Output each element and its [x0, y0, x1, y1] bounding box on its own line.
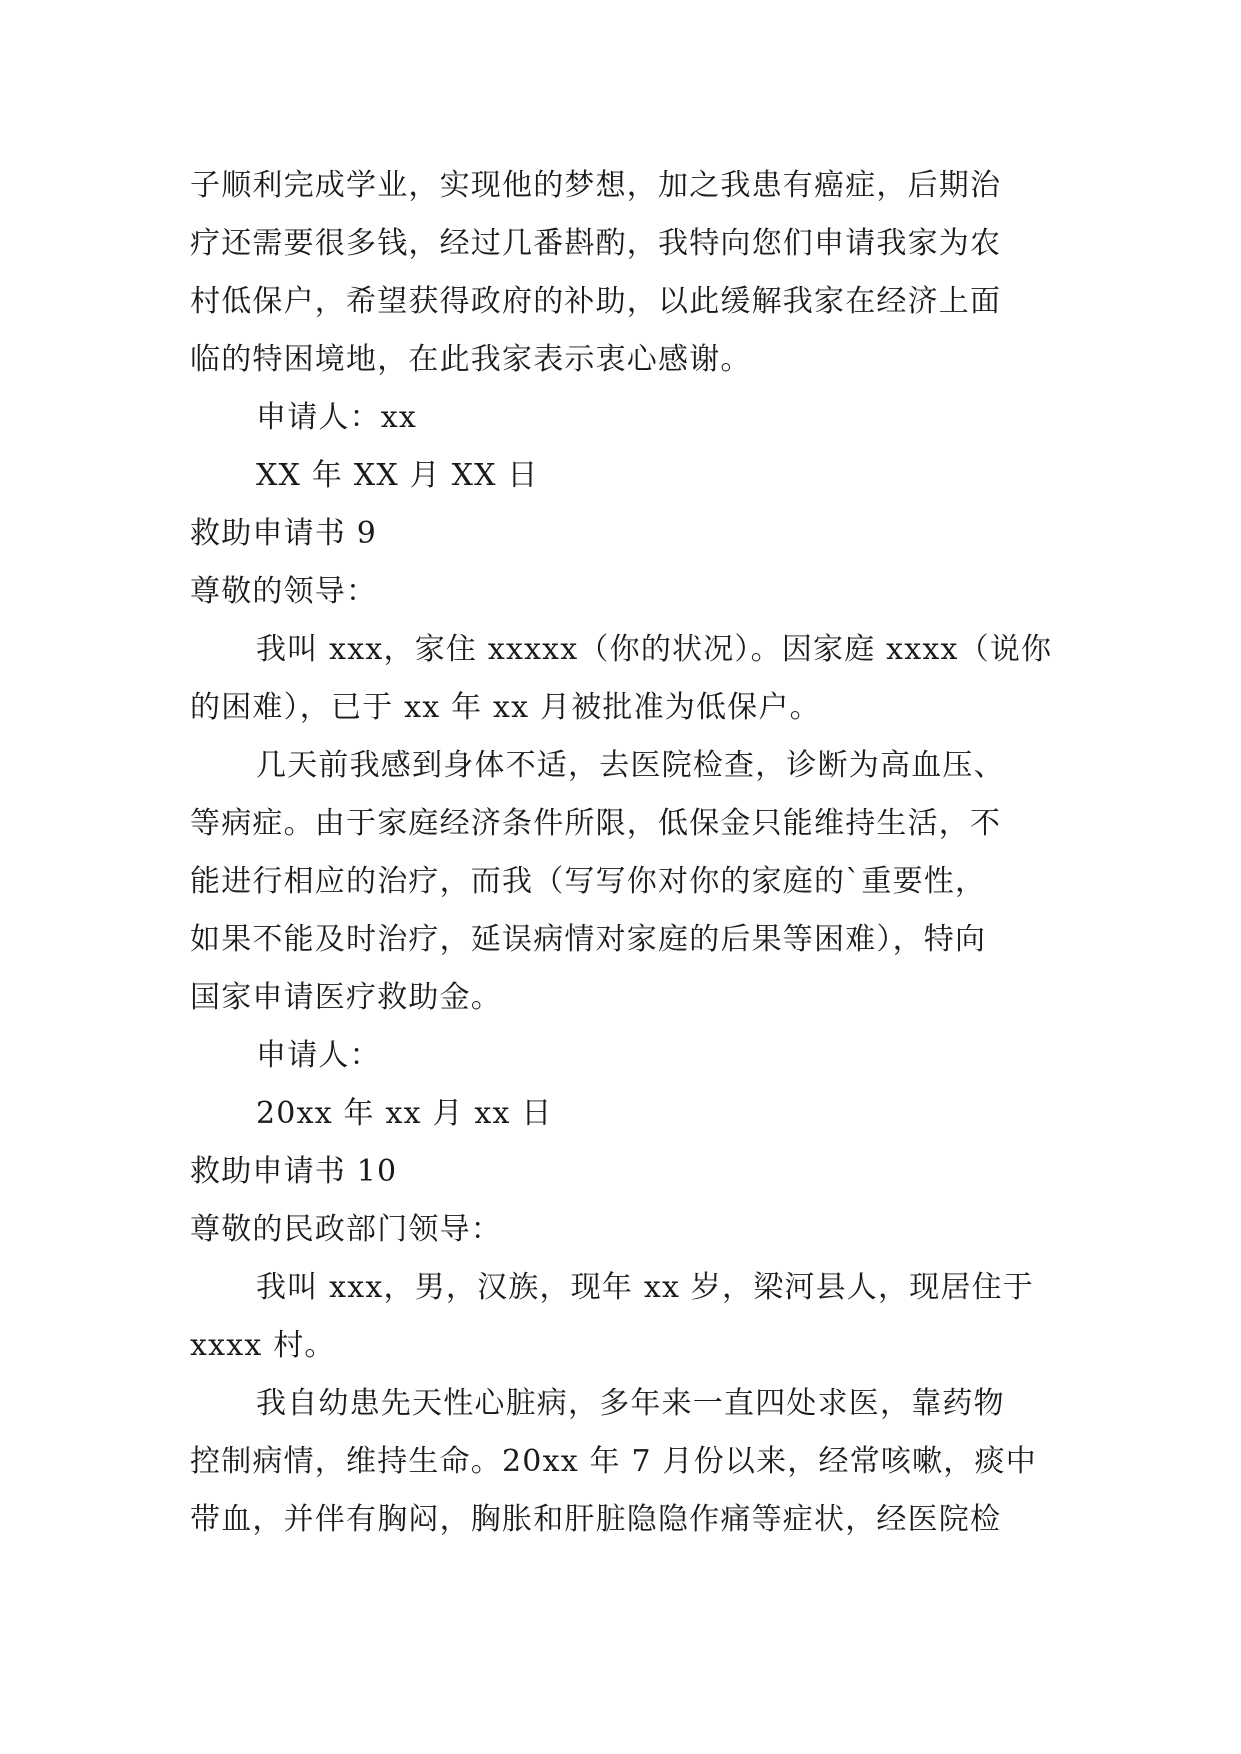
applicant-line: 申请人： — [256, 1038, 381, 1073]
paragraph-line: 等病症。由于家庭经济条件所限，低保金只能维持生活，不 — [190, 806, 1002, 841]
paragraph-line: 带血，并伴有胸闷，胸胀和肝脏隐隐作痛等症状，经医院检 — [190, 1502, 1002, 1537]
salutation: 尊敬的民政部门领导： — [190, 1212, 502, 1247]
paragraph-line: 国家申请医疗救助金。 — [190, 980, 502, 1015]
paragraph-line: 几天前我感到身体不适，去医院检查，诊断为高血压、 — [256, 748, 1005, 783]
paragraph-line: 控制病情，维持生命。20xx 年 7 月份以来，经常咳嗽，痰中 — [190, 1444, 1037, 1479]
paragraph-line: 村低保户，希望获得政府的补助，以此缓解我家在经济上面 — [190, 284, 1002, 319]
section-title: 救助申请书 10 — [190, 1154, 398, 1189]
paragraph-line: 我叫 xxx，家住 xxxxx（你的状况）。因家庭 xxxx（说你 — [256, 632, 1053, 667]
applicant-line: 申请人：xx — [256, 400, 418, 435]
paragraph-line: 子顺利完成学业，实现他的梦想，加之我患有癌症，后期治 — [190, 168, 1002, 203]
paragraph-line: 临的特困境地，在此我家表示衷心感谢。 — [190, 342, 752, 377]
salutation: 尊敬的领导： — [190, 574, 378, 609]
date-line: 20xx 年 xx 月 xx 日 — [256, 1096, 553, 1131]
paragraph-line: 能进行相应的治疗，而我（写写你对你的家庭的`重要性， — [190, 864, 987, 899]
paragraph-line: 的困难），已于 xx 年 xx 月被批准为低保户。 — [190, 690, 821, 725]
paragraph-line: xxxx 村。 — [190, 1328, 336, 1363]
date-line: XX 年 XX 月 XX 日 — [256, 458, 539, 493]
paragraph-line: 我叫 xxx，男，汉族，现年 xx 岁，梁河县人，现居住于 — [256, 1270, 1035, 1305]
section-title: 救助申请书 9 — [190, 516, 378, 551]
paragraph-line: 如果不能及时治疗，延误病情对家庭的后果等困难），特向 — [190, 922, 987, 957]
paragraph-line: 我自幼患先天性心脏病，多年来一直四处求医，靠药物 — [256, 1386, 1005, 1421]
paragraph-line: 疗还需要很多钱，经过几番斟酌，我特向您们申请我家为农 — [190, 226, 1002, 261]
